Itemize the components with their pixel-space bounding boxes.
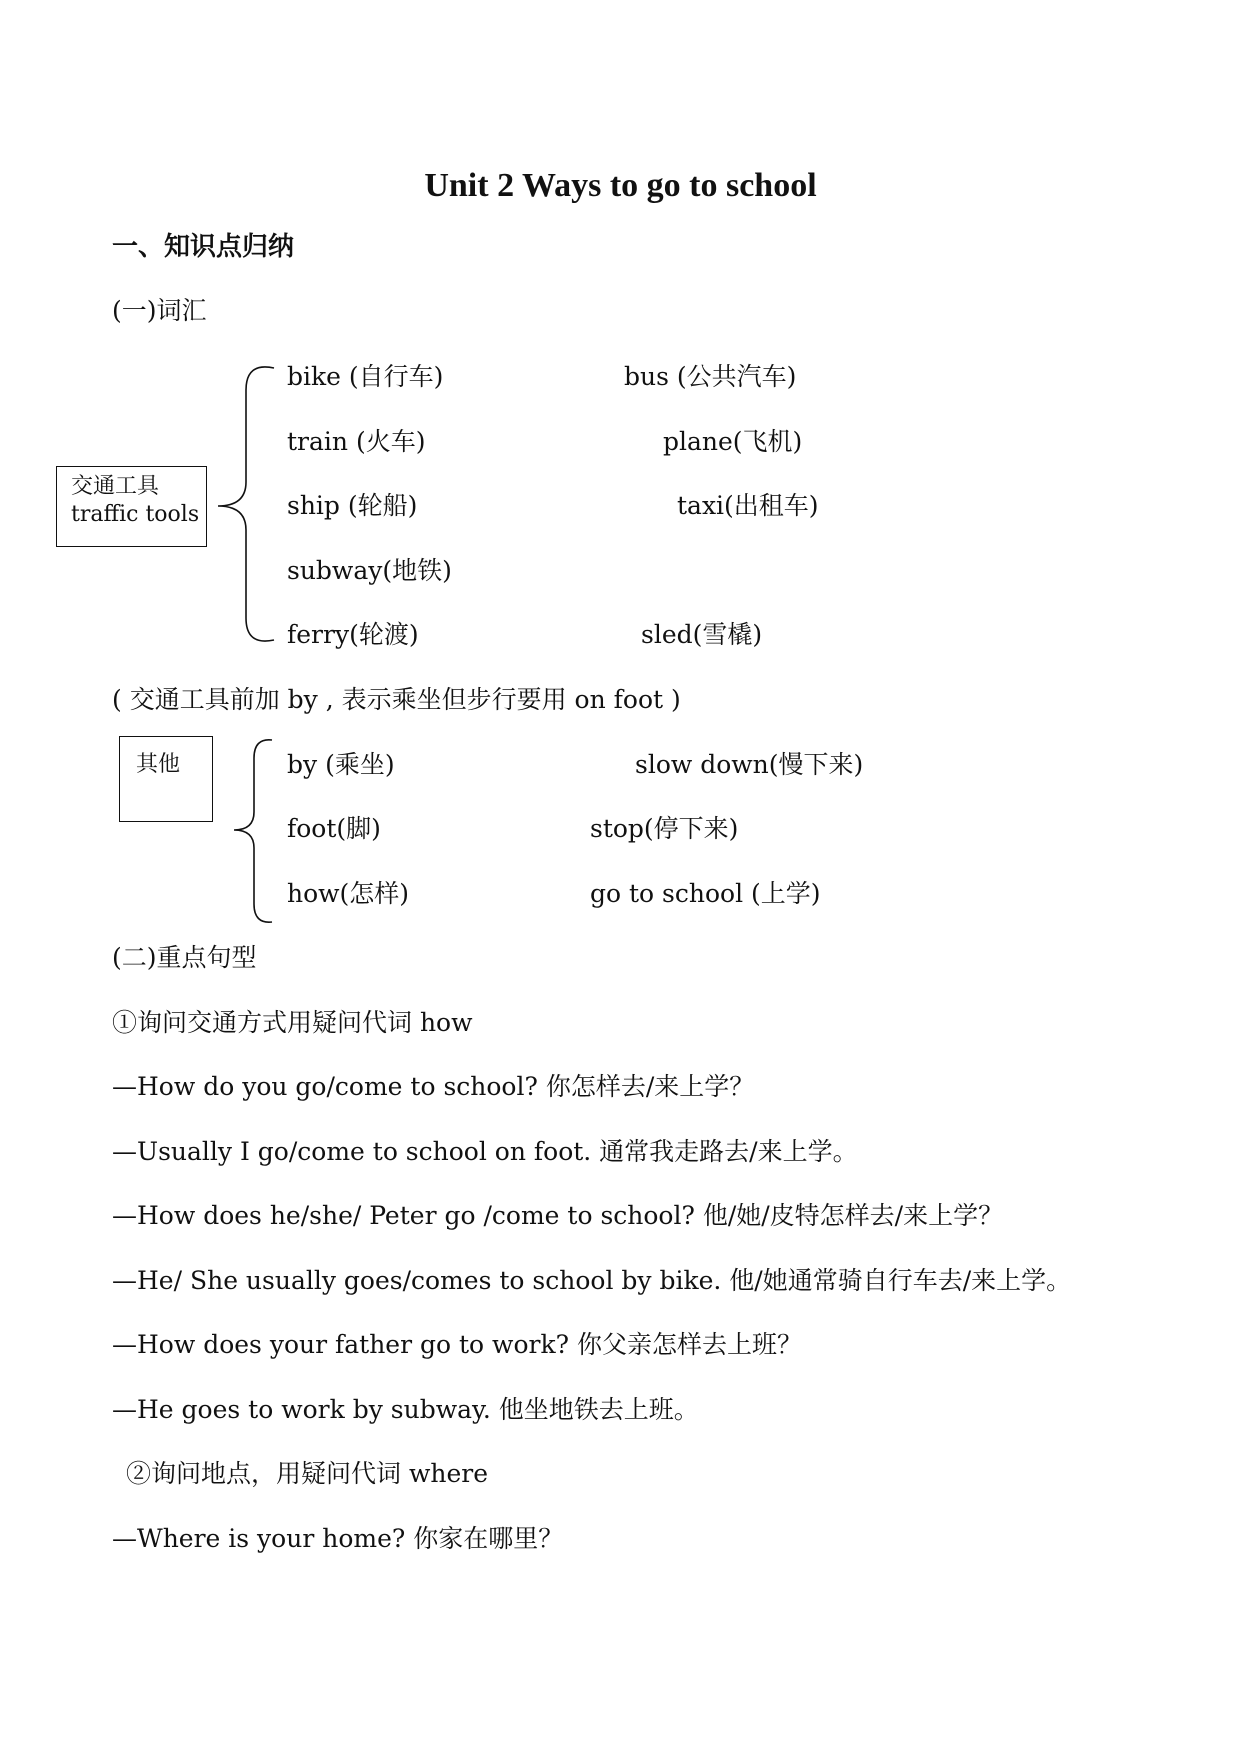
vocab-word: by (乘坐) — [287, 750, 395, 779]
vocab-word: go to school (上学) — [590, 879, 821, 908]
vocab-word: plane(飞机) — [663, 427, 803, 456]
subsection-vocabulary: (一)词汇 — [112, 296, 207, 325]
vocab-word: stop(停下来) — [590, 814, 739, 843]
traffic-tools-label-cn: 交通工具 — [71, 474, 160, 499]
page-title: Unit 2 Ways to go to school — [424, 167, 817, 204]
point-heading: ②询问地点，用疑问代词 where — [126, 1459, 488, 1488]
dialog-line: —How does your father go to work? 你父亲怎样去上班？ — [112, 1330, 802, 1359]
vocab-word: slow down(慢下来) — [635, 750, 864, 779]
others-box — [119, 736, 213, 822]
subsection-sentences: (二)重点句型 — [112, 943, 257, 972]
vocab-word: bike (自行车) — [287, 362, 444, 391]
vocab-word: train (火车) — [287, 427, 426, 456]
vocab-word: ferry(轮渡) — [287, 620, 419, 649]
vocab-word: how(怎样) — [287, 879, 410, 908]
vocab-word: bus (公共汽车) — [624, 362, 797, 391]
section-heading: 一、知识点归纳 — [112, 232, 295, 262]
vocab-word: foot(脚) — [287, 814, 381, 843]
dialog-line: —He goes to work by subway. 他坐地铁去上班。 — [112, 1395, 699, 1424]
dialog-line: —How does he/she/ Peter go /come to school? 他/她/皮特怎样去/来上学？ — [112, 1201, 1004, 1230]
vocab-note: ( 交通工具前加 by , 表示乘坐但步行要用 on foot ) — [112, 685, 681, 714]
traffic-brace — [212, 362, 272, 646]
dialog-line: —He/ She usually goes/comes to school by bike. 他/她通常骑自行车去/来上学。 — [112, 1266, 1072, 1295]
dialog-line: —How do you go/come to school? 你怎样去/来上学？ — [112, 1072, 755, 1101]
point-heading: ①询问交通方式用疑问代词 how — [112, 1008, 473, 1037]
dialog-line: —Where is your home? 你家在哪里？ — [112, 1524, 564, 1553]
vocab-word: sled(雪橇) — [641, 620, 763, 649]
vocab-word: ship (轮船) — [287, 491, 418, 520]
others-label: 其他 — [136, 752, 181, 777]
traffic-tools-box — [56, 466, 207, 547]
others-brace — [232, 738, 272, 924]
dialog-line: —Usually I go/come to school on foot. 通常我走路去/来上学。 — [112, 1137, 858, 1166]
traffic-tools-label-en: traffic tools — [71, 502, 200, 527]
vocab-word: subway(地铁) — [287, 556, 452, 585]
vocab-word: taxi(出租车) — [677, 491, 819, 520]
